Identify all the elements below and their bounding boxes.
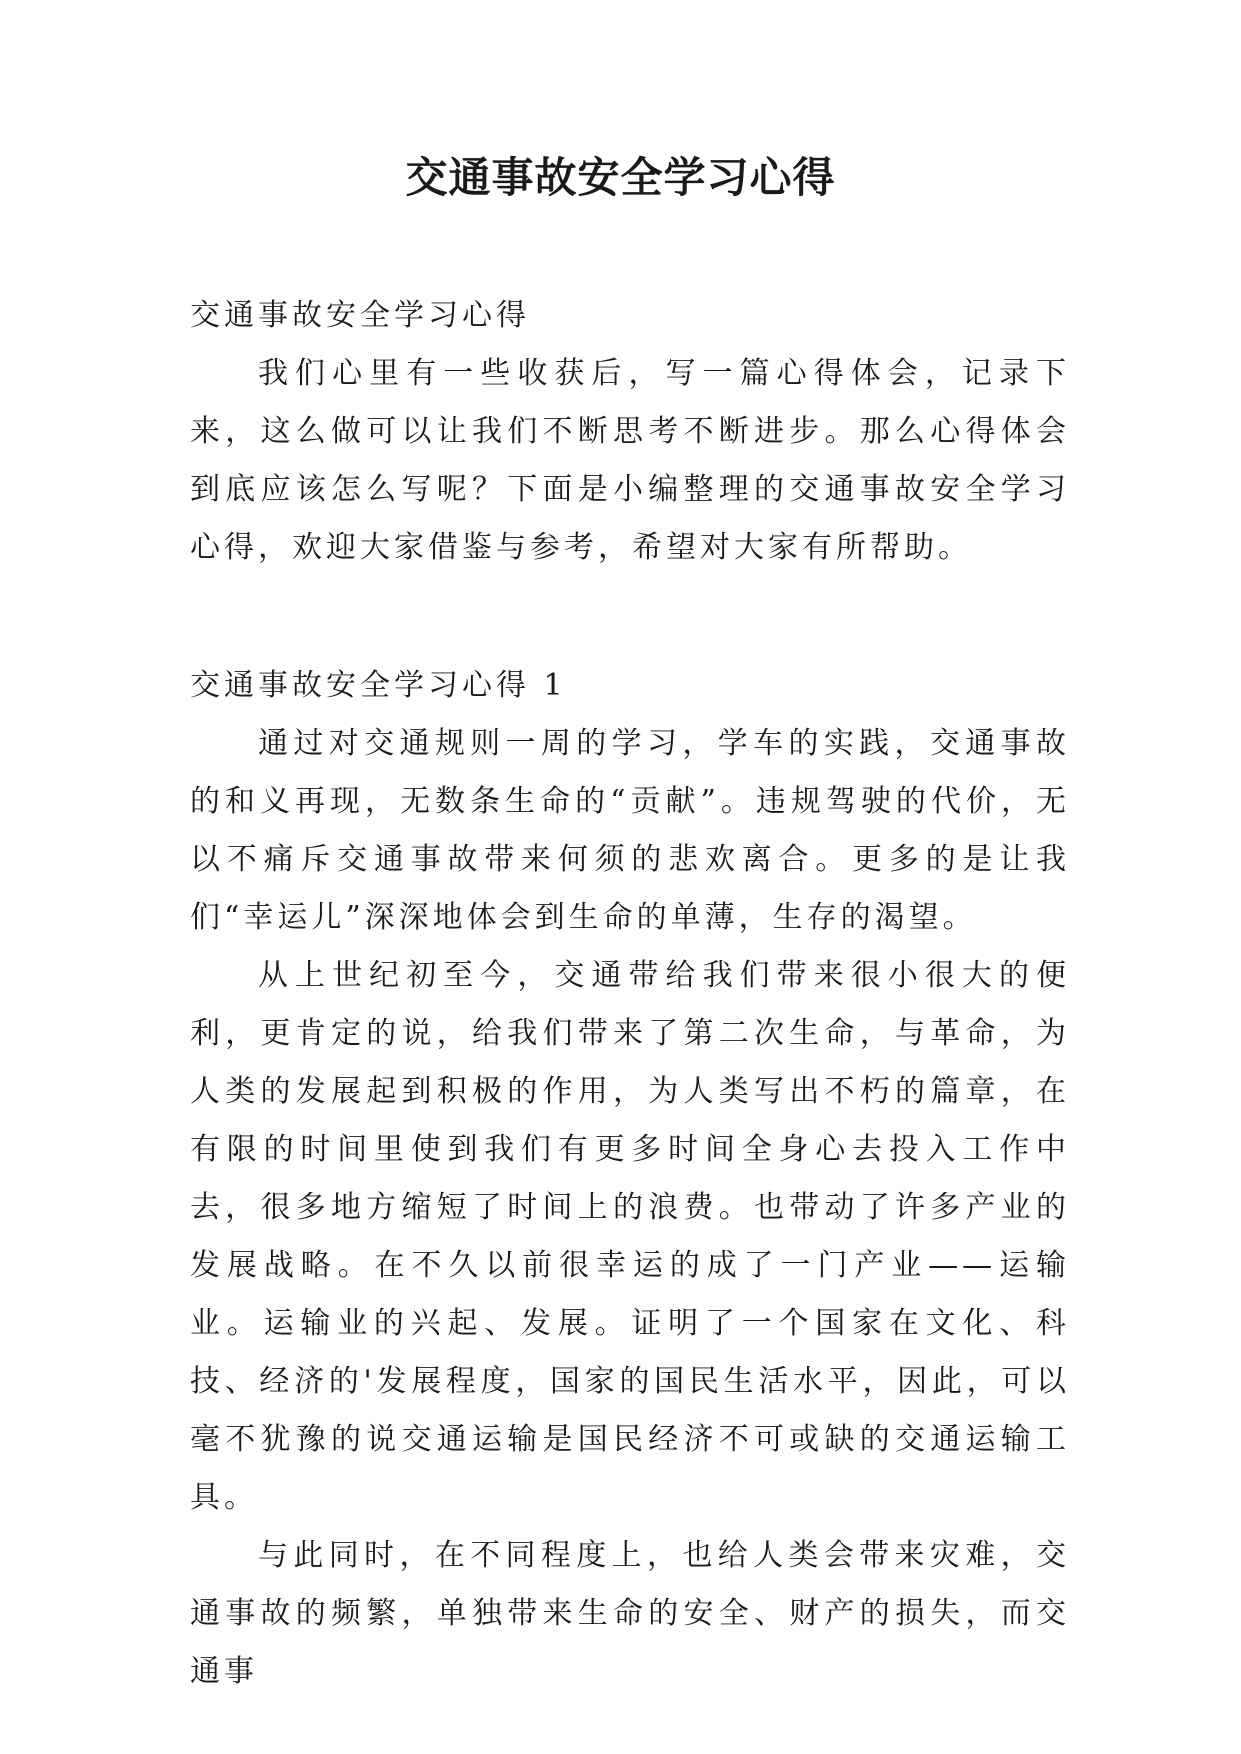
document-body: [190, 287, 1070, 1701]
section1-heading: 交通事故安全学习心得 1: [190, 668, 567, 703]
intro-paragraph: 我们心里有一些收获后，写一篇心得体会，记录下来，这么做可以让我们不断思考不断进步。那么心得体会到底应该怎么写呢？下面是小编整理的交通事故安全学习心得，欢迎大家借鉴与参考，希望对大家有所帮助。: [190, 356, 1070, 565]
document-title: 交通事故安全学习心得: [405, 153, 836, 202]
intro-heading: 交通事故安全学习心得: [190, 298, 530, 333]
section1-paragraph-1: 通过对交通规则一周的学习，学车的实践，交通事故的和义再现，无数条生命的“贡献”。违规驾驶的代价，无以不痛斥交通事故带来何须的悲欢离合。更多的是让我们“幸运儿”深深地体会到生命的单薄，生存的渴望。: [190, 726, 1070, 935]
section-spacer: [190, 599, 1070, 657]
section1-paragraph-3: 与此同时，在不同程度上，也给人类会带来灾难，交通事故的频繁，单独带来生命的安全、财产的损失，而交通事: [190, 1538, 1070, 1689]
section1-paragraph-2: 从上世纪初至今，交通带给我们带来很小很大的便利，更肯定的说，给我们带来了第二次生命，与革命，为人类的发展起到积极的作用，为人类写出不朽的篇章，在有限的时间里使到我们有更多时间全身心去投入工作中去，很多地方缩短了时间上的浪费。也带动了许多产业的发展战略。在不久以前很幸运的成了一门产业——运输业。运输业的兴起、发展。证明了一个国家在文化、科技、经济的'发展程度，国家的国民生活水平，因此，可以毫不犹豫的说交通运输是国民经济不可或缺的交通运输工具。: [190, 958, 1070, 1515]
